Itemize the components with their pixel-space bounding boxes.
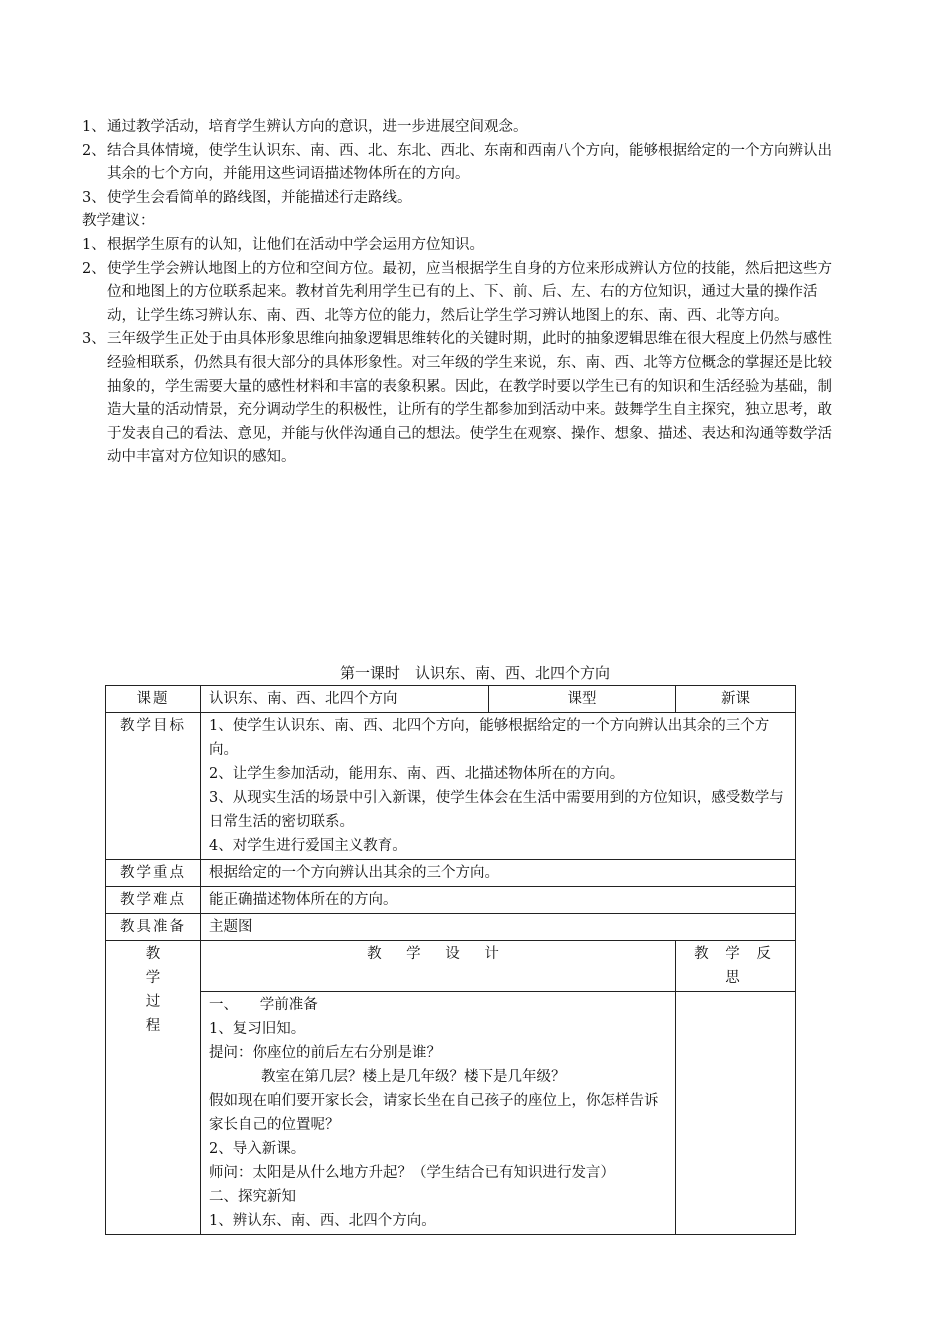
design-header: 教 学 设 计	[201, 941, 676, 992]
goals-cell	[201, 713, 796, 860]
item-text: 使学生学会辨认地图上的方位和空间方位。最初，应当根据学生自身的方位来形成辨认方位的技能，然后把这些方位和地图上的方位联系起来。教材首先利用学生已有的上、下、前、后、左、右的方位知识，通过大量的操作活动，让学生练习辨认东、南、西、北等方位的能力，然后让学生学习辨认地图上的东、南、西、北等方向。	[107, 260, 832, 324]
process-char: 教	[145, 946, 161, 962]
design-line: 1、复习旧知。	[209, 1021, 306, 1037]
table-row	[106, 860, 796, 887]
key-value: 根据给定的一个方向辨认出其余的三个方向。	[201, 860, 796, 887]
intro-section	[82, 116, 842, 470]
topic-value: 认识东、南、西、北四个方向	[201, 686, 489, 713]
item-text: 结合具体情境，使学生认识东、南、西、北、东北、西北、东南和西南八个方向，能够根据给定的一个方向辨认出其余的七个方向，并能用这些词语描述物体所在的方向。	[107, 142, 832, 183]
goals-label: 教学目标	[106, 713, 201, 860]
process-char: 学	[145, 970, 161, 986]
design-line: 提问：你座位的前后左右分别是谁？	[209, 1045, 441, 1061]
item-text: 三年级学生正处于由具体形象思维向抽象逻辑思维转化的关键时期，此时的抽象逻辑思维在很大程度上仍然与感性经验相联系，仍然具有很大部分的具体形象性。对三年级的学生来说，东、南、西、北等方位概念的掌握还是比较抽象的，学生需要大量的感性材料和丰富的表象积累。因此，在教学时要以学生已有的知识和生活经验为基础，制造大量的活动情景，充分调动学生的积极性，让所有的学生都参加到活动中来。鼓舞学生自主探究，独立思考，敢于发表自己的看法、意见，并能与伙伴沟通自己的想法。使学生在观察、操作、想象、描述、表达和沟通等数学活动中丰富对方位知识的感知。	[107, 331, 832, 466]
design-line: 1、辨认东、南、西、北四个方向。	[209, 1213, 436, 1229]
item-number: 3、	[82, 331, 106, 348]
objective-item	[82, 187, 842, 211]
item-number: 1、	[82, 236, 106, 253]
process-char: 过	[145, 994, 161, 1010]
item-text: 通过教学活动，培育学生辨认方向的意识，进一步进展空间观念。	[107, 119, 528, 135]
goal-item: 3、从现实生活的场景中引入新课，使学生体会在生活中需要用到的方位知识，感受数学与日常生活的密切联系。	[209, 790, 784, 830]
goal-item: 2、让学生参加活动，能用东、南、西、北描述物体所在的方向。	[209, 766, 625, 782]
item-text: 使学生会看简单的路线图，并能描述行走路线。	[107, 189, 412, 206]
design-line: 假如现在咱们要开家长会，请家长坐在自己孩子的座位上，你怎样告诉家长自己的位置呢？	[209, 1093, 659, 1133]
table-row	[106, 887, 796, 914]
table-row	[106, 992, 796, 1235]
process-char: 程	[145, 1018, 161, 1034]
difficulty-label: 教学难点	[106, 887, 201, 914]
item-number: 1、	[82, 119, 106, 135]
table-row	[106, 686, 796, 713]
item-text: 根据学生原有的认知，让他们在活动中学会运用方位知识。	[107, 236, 484, 253]
process-label	[106, 941, 201, 1235]
design-line: 一、 学前准备	[209, 997, 318, 1013]
type-value: 新课	[676, 686, 796, 713]
difficulty-value: 能正确描述物体所在的方向。	[201, 887, 796, 914]
suggestion-item	[82, 258, 842, 329]
design-line: 师问：太阳是从什么地方升起？（学生结合已有知识进行发言）	[209, 1165, 615, 1181]
item-number: 2、	[82, 142, 106, 159]
goal-item: 1、使学生认识东、南、西、北四个方向，能够根据给定的一个方向辨认出其余的三个方向。	[209, 718, 770, 758]
objective-item	[82, 116, 842, 140]
lesson-title: 第一课时 认识东、南、西、北四个方向	[339, 664, 610, 682]
item-number: 3、	[82, 189, 106, 206]
item-number: 2、	[82, 260, 106, 277]
key-label: 教学重点	[106, 860, 201, 887]
tools-value: 主题图	[201, 914, 796, 941]
lesson-plan-table	[105, 685, 796, 1235]
reflection-header: 教 学 反 思	[676, 941, 796, 992]
reflection-cell	[676, 992, 796, 1235]
design-cell	[201, 992, 676, 1235]
table-row	[106, 713, 796, 860]
design-line: 教室在第几层？楼上是几年级？楼下是几年级？	[261, 1069, 566, 1085]
table-row	[106, 914, 796, 941]
suggestion-item	[82, 328, 842, 470]
suggestions-heading: 教学建议：	[82, 213, 155, 230]
goal-item: 4、对学生进行爱国主义教育。	[209, 838, 407, 854]
topic-label: 课题	[106, 686, 201, 713]
design-line: 2、导入新课。	[209, 1141, 306, 1157]
objective-item	[82, 140, 842, 187]
suggestion-item	[82, 234, 842, 258]
design-line: 二、探究新知	[209, 1189, 296, 1205]
table-row	[106, 941, 796, 992]
tools-label: 教具准备	[106, 914, 201, 941]
type-label: 课型	[489, 686, 676, 713]
